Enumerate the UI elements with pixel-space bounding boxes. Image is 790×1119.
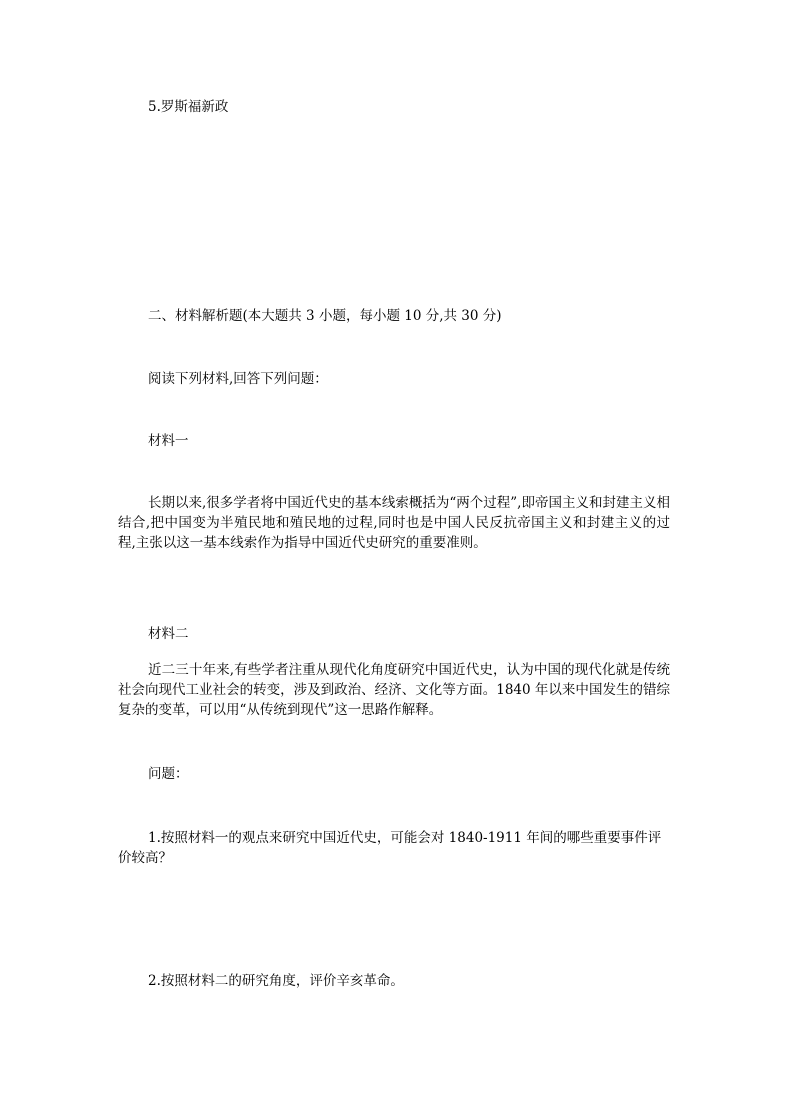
instruction-text: 阅读下列材料,回答下列问题： bbox=[148, 371, 328, 387]
section-heading: 二、材料解析题(本大题共 3 小题，每小题 10 分,共 30 分) bbox=[148, 308, 502, 324]
material-2-title: 材料二 bbox=[148, 626, 189, 642]
material-2-text: 近二三十年来,有些学者注重从现代化角度研究中国近代史，认为中国的现代化就是传统社会向现代工业社会的转变，涉及到政治、经济、文化等方面。1840 年以来中国发生的错综复杂的变革，可以用“从传统到现代”这一思路作解释。 bbox=[118, 662, 670, 718]
question-1: 1.按照材料一的观点来研究中国近代史，可能会对 1840-1911 年间的哪些重要事件评价较高？ bbox=[118, 830, 662, 866]
question-item-5: 5.罗斯福新政 bbox=[148, 99, 229, 115]
question-2: 2.按照材料二的研究角度，评价辛亥革命。 bbox=[148, 973, 404, 989]
material-1-text: 长期以来,很多学者将中国近代史的基本线索概括为“两个过程”,即帝国主义和封建主义相结合,把中国变为半殖民地和殖民地的过程,同时也是中国人民反抗帝国主义和封建主义的过程,主张以这一基本线索作为指导中国近代史研究的重要准则。 bbox=[118, 495, 670, 551]
questions-label: 问题： bbox=[148, 766, 189, 782]
material-1-title: 材料一 bbox=[148, 433, 189, 449]
